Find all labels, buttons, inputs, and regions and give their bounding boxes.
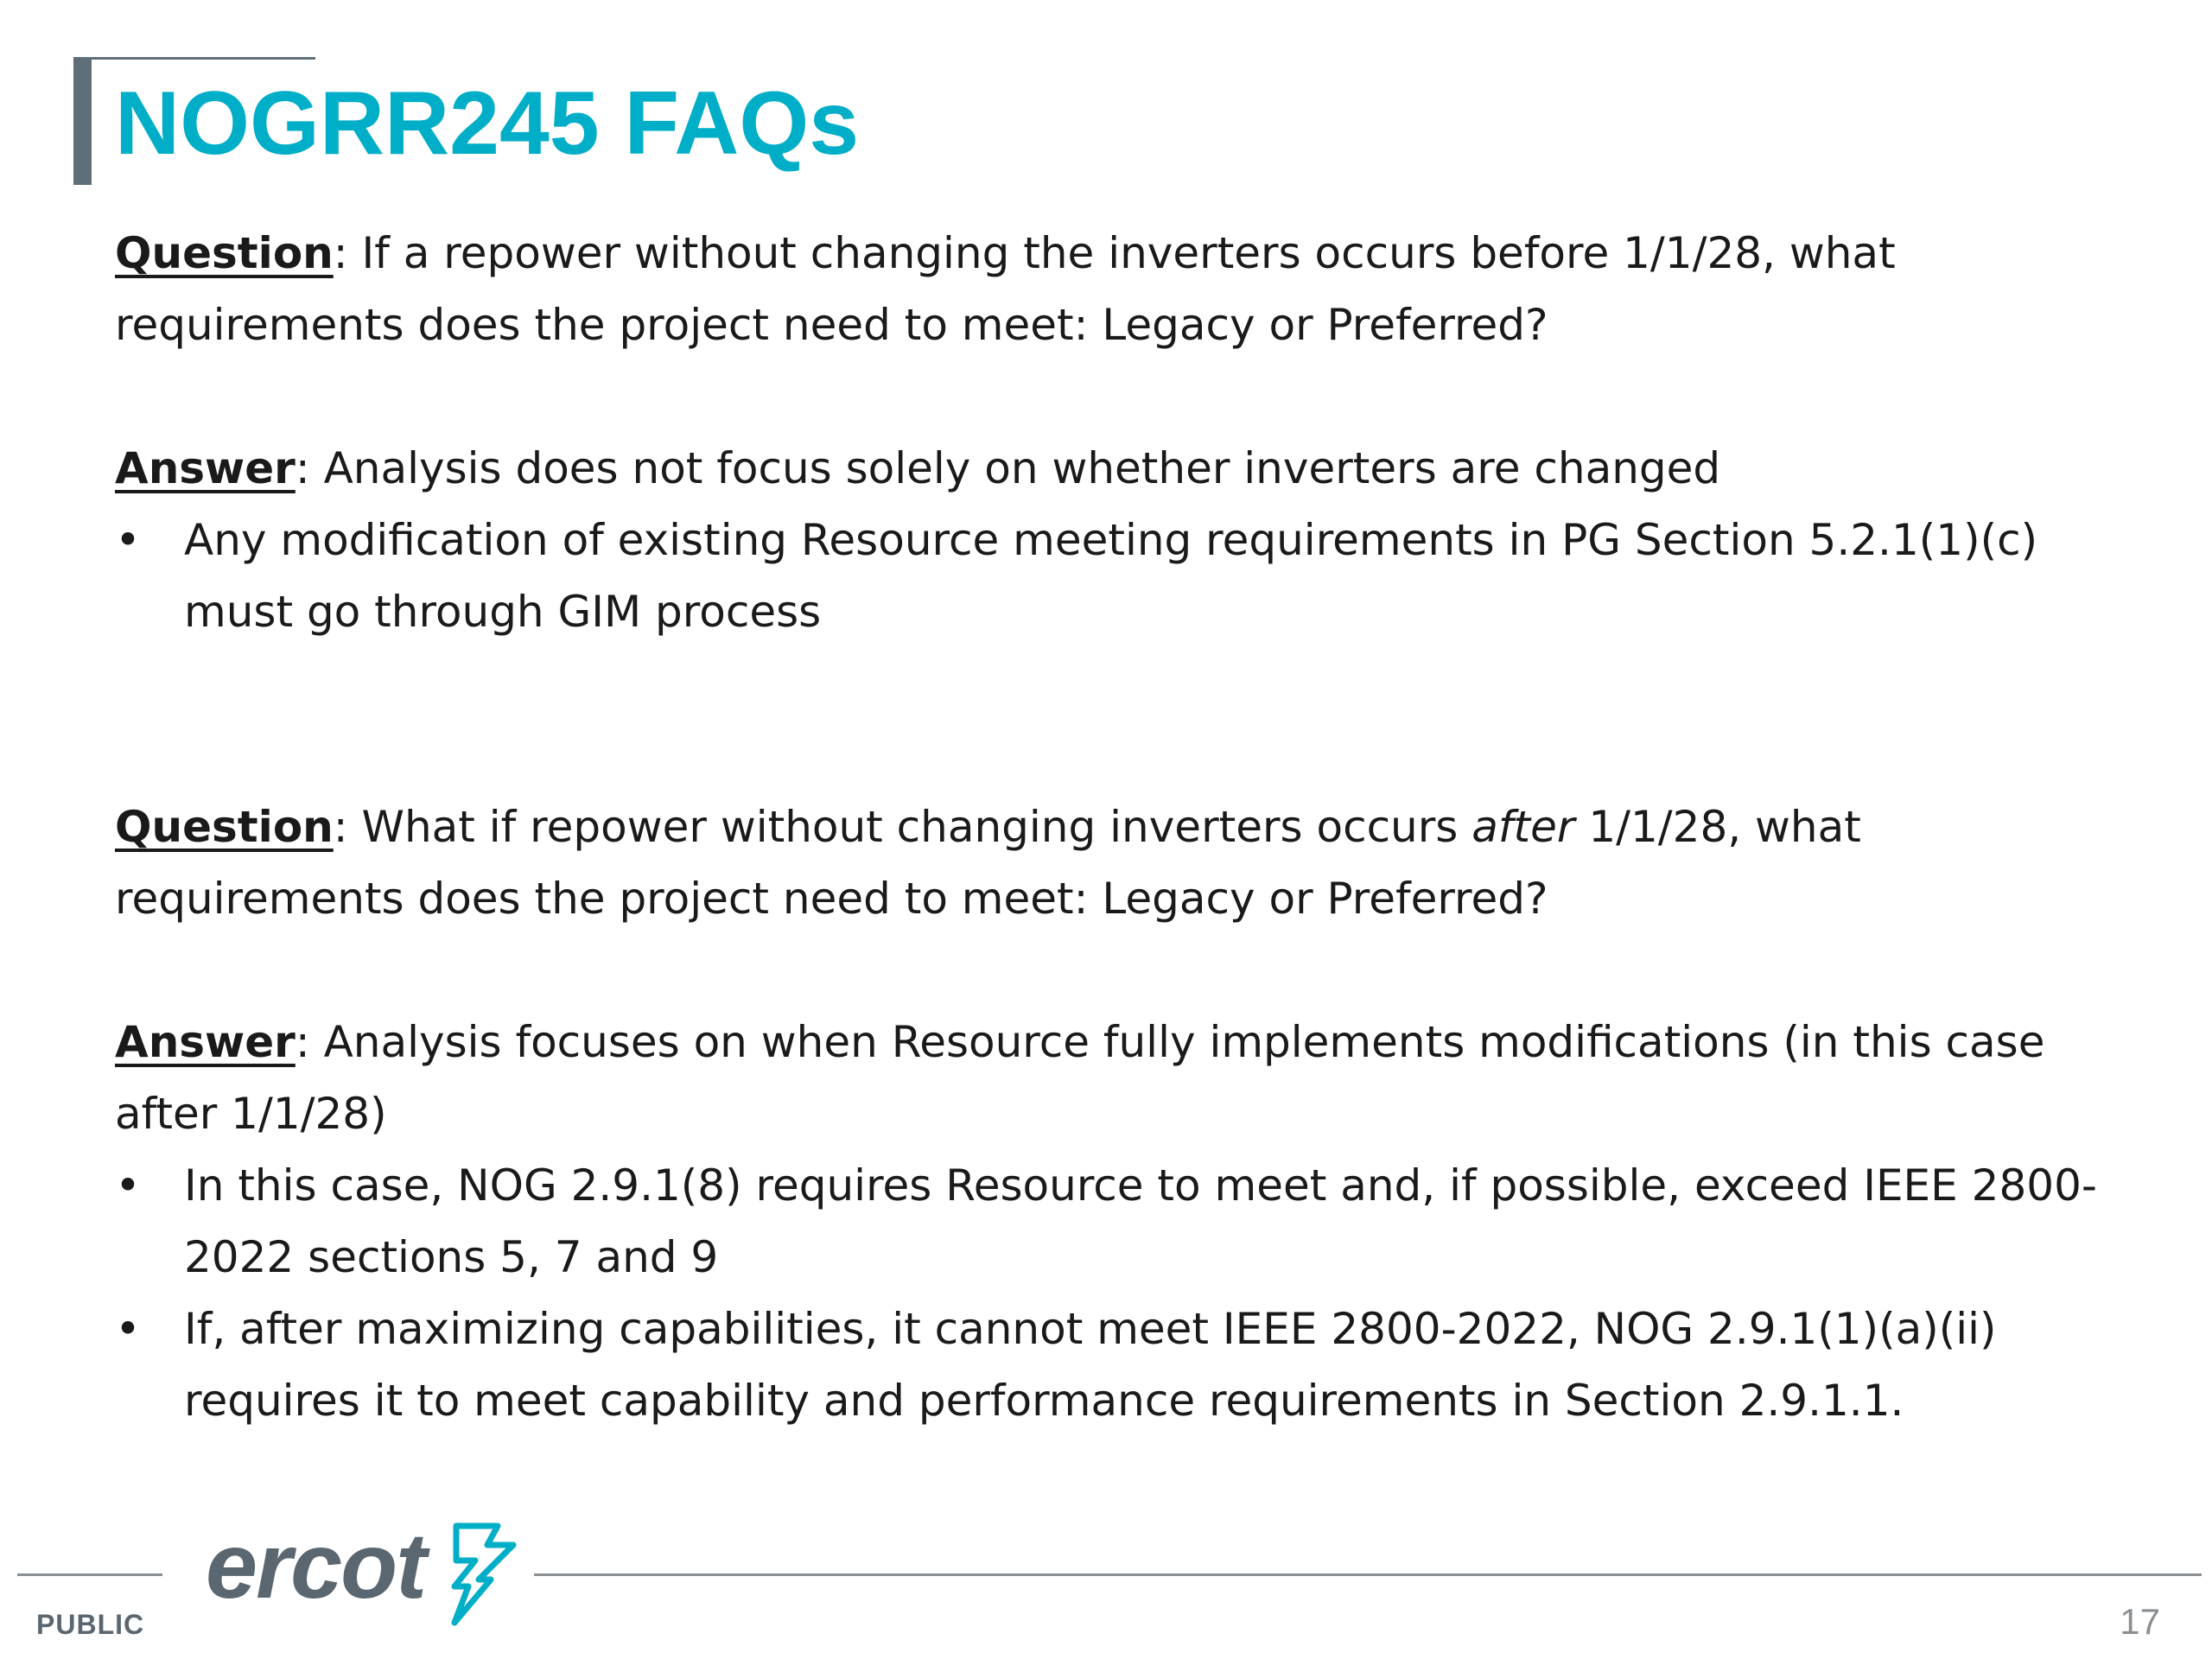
title-accent-line <box>73 57 315 60</box>
answer-label: Answer <box>115 443 296 493</box>
footer-divider-left <box>17 1573 162 1576</box>
question-label: Question <box>115 228 334 278</box>
spacer <box>115 648 2102 791</box>
bullet-item <box>115 1150 2102 1294</box>
bullet-icon: • <box>115 1304 141 1354</box>
question-text-before: : What if repower without changing inverters occurs <box>333 802 1472 852</box>
bullet-item <box>115 505 2102 648</box>
answer-2 <box>115 1007 2102 1150</box>
answer-label: Answer <box>115 1017 296 1067</box>
spacer <box>115 361 2102 433</box>
classification-label: PUBLIC <box>36 1609 145 1640</box>
title-accent-bar <box>73 57 92 185</box>
bullet-item <box>115 1294 2102 1437</box>
spacer <box>115 935 2102 1007</box>
answer-1 <box>115 433 2102 505</box>
page-number: 17 <box>2120 1601 2160 1642</box>
question-2 <box>115 791 2102 935</box>
ercot-logo <box>206 1514 525 1635</box>
lightning-bolt-icon <box>430 1519 525 1627</box>
bullet-icon: • <box>115 1160 141 1211</box>
question-label: Question <box>115 802 334 852</box>
bullet-text: In this case, NOG 2.9.1(8) requires Resource to meet and, if possible, exceed IEEE 2800-2022 sections 5, 7 and 9 <box>184 1160 2097 1282</box>
bullet-icon: • <box>115 515 141 565</box>
bullet-text: Any modification of existing Resource meeting requirements in PG Section 5.2.1(1)(c) must go through GIM process <box>184 515 2038 637</box>
answer-text: : Analysis does not focus solely on whether inverters are changed <box>295 443 1721 493</box>
answer-2-bullets <box>115 1150 2102 1437</box>
question-text: : If a repower without changing the inverters occurs before 1/1/28, what requirements does the project need to meet: Legacy or Preferred? <box>115 228 1896 350</box>
logo-wordmark: ercot <box>206 1513 426 1618</box>
slide-title: NOGRR245 FAQs <box>115 73 860 174</box>
question-text-emphasis: after <box>1471 802 1575 852</box>
slide-content <box>115 218 2102 1437</box>
question-text-after: 1/1/28, what requirements does the project need to meet: Legacy or Preferred? <box>115 802 1861 924</box>
bullet-text: If, after maximizing capabilities, it cannot meet IEEE 2800-2022, NOG 2.9.1(1)(a)(ii) requires it to meet capability and performance requirements in Section 2.9.1.1. <box>184 1304 1997 1426</box>
answer-1-bullets <box>115 505 2102 648</box>
footer-divider-right <box>534 1573 2202 1576</box>
answer-text: : Analysis focuses on when Resource fully implements modifications (in this case after 1/1/28) <box>115 1017 2045 1139</box>
question-1 <box>115 218 2102 361</box>
